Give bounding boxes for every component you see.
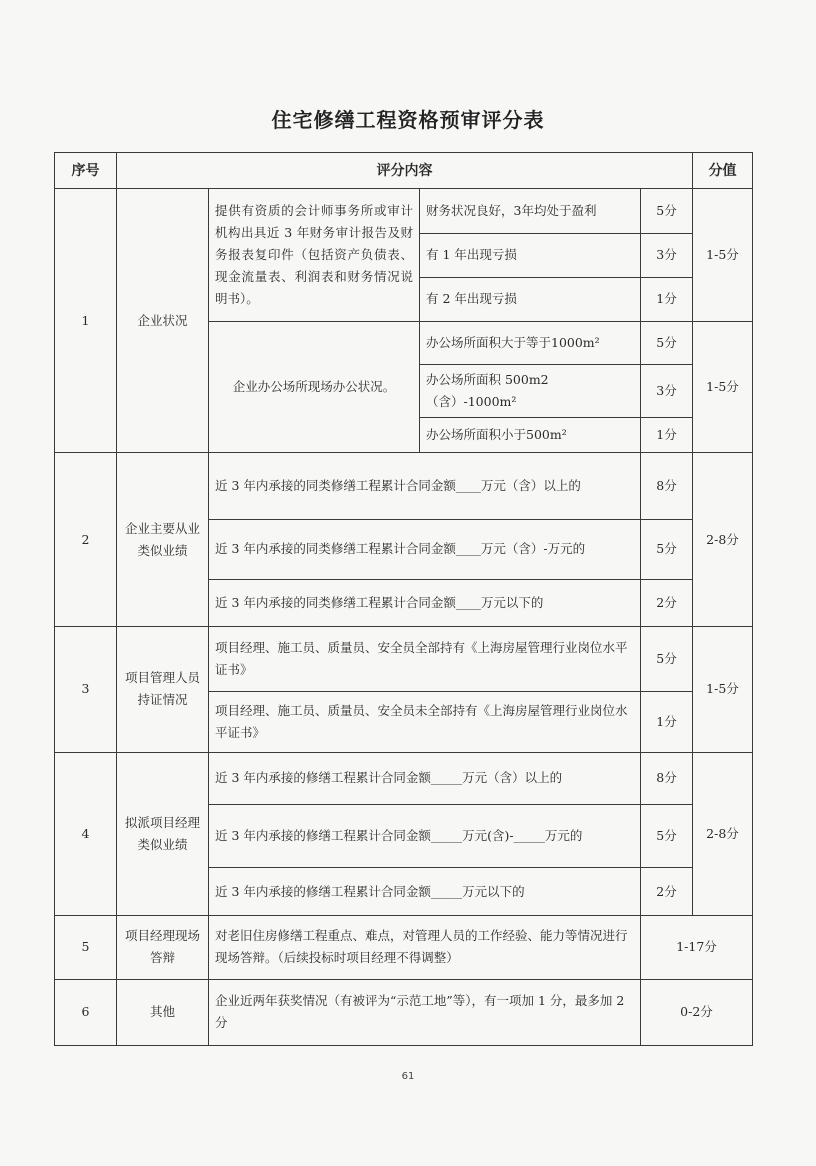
table-row: [55, 189, 753, 234]
option-score: 2分: [641, 579, 693, 626]
criterion-desc: 企业办公场所现场办公状况。: [209, 321, 420, 453]
score-range: 1-5分: [693, 627, 753, 753]
option-text: 近 3 年内承接的同类修缮工程累计合同金额____万元以下的: [209, 579, 641, 626]
option-score: 5分: [641, 627, 693, 692]
row-item: 其他: [117, 979, 209, 1045]
option-text: 办公场所面积小于500m²: [420, 418, 641, 453]
option-score: 5分: [641, 804, 693, 867]
option-text: 办公场所面积大于等于1000m²: [420, 321, 641, 364]
option-text: 近 3 年内承接的修缮工程累计合同金额_____万元(含)-_____万元的: [209, 804, 641, 867]
option-score: 5分: [641, 321, 693, 364]
option-score: 3分: [641, 234, 693, 277]
option-score: 3分: [641, 364, 693, 417]
header-no: 序号: [55, 153, 117, 189]
option-text: 近 3 年内承接的同类修缮工程累计合同金额____万元（含）以上的: [209, 453, 641, 519]
option-score: 5分: [641, 519, 693, 579]
header-content: 评分内容: [117, 153, 693, 189]
row-item: 项目经理现场答辩: [117, 916, 209, 979]
page-title: 住宅修缮工程资格预审评分表: [271, 108, 545, 132]
option-text: 办公场所面积 500m2（含）-1000m²: [420, 364, 641, 417]
table-row: [55, 979, 753, 1045]
row-text: 对老旧住房修缮工程重点、难点，对管理人员的工作经验、能力等情况进行现场答辩。（后续投标时项目经理不得调整）: [209, 916, 641, 979]
option-text: 近 3 年内承接的同类修缮工程累计合同金额____万元（含）-万元的: [209, 519, 641, 579]
row-no: 5: [55, 916, 117, 979]
score-range: 2-8分: [693, 453, 753, 627]
score-range: 1-5分: [693, 321, 753, 453]
row-no: 6: [55, 979, 117, 1045]
score-range: 2-8分: [693, 752, 753, 916]
table-row: [55, 916, 753, 979]
row-no: 2: [55, 453, 117, 627]
option-score: 1分: [641, 277, 693, 321]
option-score: 8分: [641, 752, 693, 804]
table-row: [55, 627, 753, 692]
row-item: 企业状况: [117, 189, 209, 453]
table-header-row: [55, 153, 753, 189]
row-no: 1: [55, 189, 117, 453]
row-text: 企业近两年获奖情况（有被评为“示范工地”等），有一项加 1 分，最多加 2 分: [209, 979, 641, 1045]
row-item: 拟派项目经理类似业绩: [117, 752, 209, 916]
option-score: 1分: [641, 692, 693, 752]
score-range: 0-2分: [641, 979, 753, 1045]
option-score: 2分: [641, 868, 693, 916]
criterion-desc: 提供有资质的会计师事务所或审计机构出具近 3 年财务审计报告及财务报表复印件（包括资产负债表、现金流量表、利润表和财务情况说明书）。: [209, 189, 420, 322]
option-text: 项目经理、施工员、质量员、安全员未全部持有《上海房屋管理行业岗位水平证书》: [209, 692, 641, 752]
option-text: 近 3 年内承接的修缮工程累计合同金额_____万元（含）以上的: [209, 752, 641, 804]
option-text: 项目经理、施工员、质量员、安全员全部持有《上海房屋管理行业岗位水平证书》: [209, 627, 641, 692]
option-text: 近 3 年内承接的修缮工程累计合同金额_____万元以下的: [209, 868, 641, 916]
table-row: [55, 752, 753, 804]
option-text: 有 1 年出现亏损: [420, 234, 641, 277]
option-text: 有 2 年出现亏损: [420, 277, 641, 321]
scoring-table: [54, 152, 753, 1046]
page-number: 61: [401, 1071, 415, 1082]
row-no: 4: [55, 752, 117, 916]
row-item: 项目管理人员持证情况: [117, 627, 209, 753]
row-item: 企业主要从业类似业绩: [117, 453, 209, 627]
score-range: 1-17分: [641, 916, 753, 979]
table-row: [55, 453, 753, 519]
row-no: 3: [55, 627, 117, 753]
score-range: 1-5分: [693, 189, 753, 322]
option-score: 1分: [641, 418, 693, 453]
option-score: 8分: [641, 453, 693, 519]
option-score: 5分: [641, 189, 693, 234]
option-text: 财务状况良好，3年均处于盈利: [420, 189, 641, 234]
header-score: 分值: [693, 153, 753, 189]
